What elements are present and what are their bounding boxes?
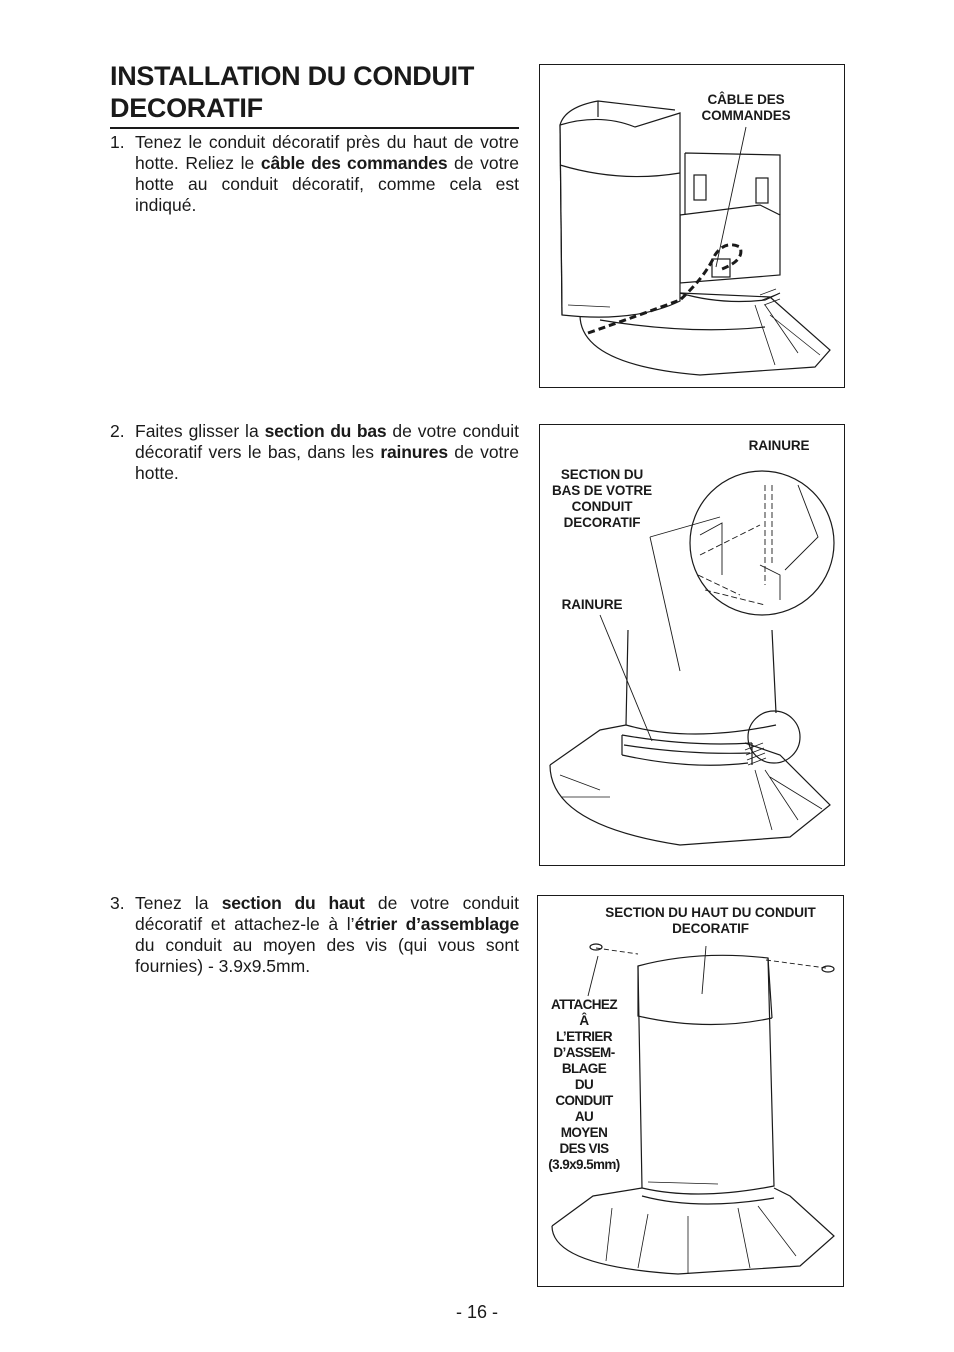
attach-instructions-label: ATTACHEZ Â L’ETRIER D’ASSEM- BLAGE DU CONDUIT AU MOYEN DES VIS (3.9x9.5mm)	[548, 997, 620, 1172]
step-number: 2.	[110, 421, 125, 441]
title-underline	[110, 127, 519, 129]
page-title: INSTALLATION DU CONDUIT DECORATIF	[110, 61, 475, 123]
step-text-bold: rainures	[380, 442, 448, 462]
figure-control-cable	[539, 64, 845, 388]
step-text-run: Faites glisser la	[135, 421, 265, 441]
step-text-run: de votre conduit décoratif et attachez-le à l’	[135, 893, 520, 934]
figure-top-section	[537, 895, 844, 1287]
step-text	[135, 893, 519, 977]
step-text-run: de votre hotte.	[135, 442, 519, 483]
step-text-bold: câble des commandes	[260, 153, 448, 173]
step-text-run: Tenez la	[135, 893, 222, 913]
step-1	[110, 132, 519, 216]
figure-bottom-section	[539, 424, 845, 866]
step-number: 1.	[110, 132, 125, 152]
step-text-run: Tenez le conduit décoratif près du haut de votre hotte. Reliez le	[135, 132, 519, 173]
step-text-bold: section du haut	[221, 893, 365, 913]
groove-label-left: RAINURE	[561, 597, 623, 612]
step-text-run: de votre conduit décoratif vers le bas, dans les	[135, 421, 520, 462]
cable-label: CÂBLE DES COMMANDES	[701, 92, 791, 123]
step-3	[110, 893, 519, 977]
step-text-run: de votre hotte au conduit décoratif, comme cela est indiqué.	[135, 153, 519, 215]
top-section-label: SECTION DU HAUT DU CONDUIT DECORATIF	[605, 905, 816, 936]
groove-label-top: RAINURE	[748, 438, 810, 453]
step-text-bold: étrier d’assemblage	[354, 914, 519, 934]
step-text-run: du conduit au moyen des vis (qui vous sont fournies) - 3.9x9.5mm.	[135, 935, 519, 976]
bottom-section-label: SECTION DU BAS DE VOTRE CONDUIT DECORATIF	[551, 467, 653, 530]
page-number: - 16 -	[455, 1302, 498, 1322]
step-text	[135, 132, 519, 216]
step-text-bold: section du bas	[264, 421, 387, 441]
step-2	[110, 421, 519, 484]
step-number: 3.	[110, 893, 125, 913]
step-text	[135, 421, 519, 484]
